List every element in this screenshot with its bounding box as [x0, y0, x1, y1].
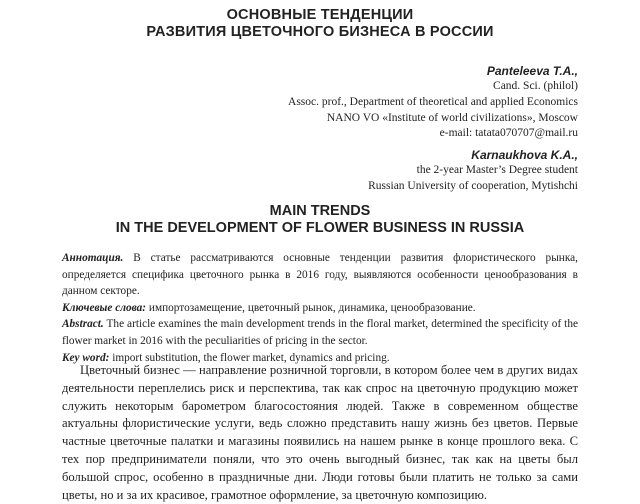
keywords-en-text: import substitution, the flower market, dynamics and pricing. [109, 351, 390, 364]
author-2-institution: Russian University of cooperation, Mytishchi [368, 179, 578, 192]
abstract-block [62, 250, 578, 366]
title-russian [0, 7, 640, 41]
title-english [0, 203, 640, 237]
author-block [158, 64, 578, 195]
author-1-email: e-mail: tatata070707@mail.ru [439, 127, 578, 140]
title-en-line-2: IN THE DEVELOPMENT OF FLOWER BUSINESS IN RUSSIA [115, 220, 525, 236]
keywords-ru-text: импортозамещение, цветочный рынок, динамика, ценообразование. [146, 301, 476, 314]
abstract-en-paragraph [62, 316, 578, 349]
abstract-en-text: The article examines the main development trends in the floral market, determined the specificity of the flower market in 2016 with the peculiarities of pricing in the sector. [62, 318, 578, 347]
author-1-name: Panteleeva T.A., [486, 64, 578, 78]
title-ru-line-1: ОСНОВНЫЕ ТЕНДЕНЦИИ [226, 7, 414, 23]
author-2-status: the 2-year Master’s Degree student [416, 164, 578, 177]
annotation-paragraph [62, 250, 578, 300]
author-1-degree: Cand. Sci. (philol) [493, 80, 578, 92]
annotation-text: В статье рассматриваются основные тенденции развития флористического рынка, определяется специфика цветочного рынка в 2016 году, выявляются особенности ценообразования в данном секторе. [62, 252, 578, 298]
title-ru-line-2: РАЗВИТИЯ ЦВЕТОЧНОГО БИЗНЕСА В РОССИИ [146, 24, 494, 40]
abstract-en-label: Abstract. [62, 318, 104, 331]
body-paragraph: Цветочный бизнес — направление розничной торговли, в котором более чем в других видах деятельности переплелись риск и перспектива, так как спрос на цветочную продукцию может служить некоторым барометром благосостояния людей. Также в современном обществе актуальны флористические услуги, ведь сложно представить нашу жизнь без цветов. Первые частные цветочные палатки и магазины появились на нашем рынке в конце прошлого века. С тех пор предприниматели поняли, что это очень выгодный бизнес, так как на цветы был большой спрос, особенно в праздничные дни. Люди готовы были платить не только за сами цветы, но и за их красивое, грамотное оформление, за цветочную композицию. [62, 363, 578, 502]
author-2-name: Karnaukhova K.A., [471, 148, 578, 163]
title-en-line-1: MAIN TRENDS [269, 203, 371, 219]
keywords-ru-paragraph [62, 300, 578, 317]
keywords-en-label: Key word: [62, 351, 110, 364]
body-text [62, 362, 578, 504]
author-1-position: Assoc. prof., Department of theoretical and applied Economics [288, 95, 578, 108]
author-1-institution: NANO VO «Institute of world civilizations», Moscow [326, 111, 578, 124]
annotation-label: Аннотация. [62, 252, 124, 264]
keywords-ru-label: Ключевые слова: [62, 301, 147, 314]
